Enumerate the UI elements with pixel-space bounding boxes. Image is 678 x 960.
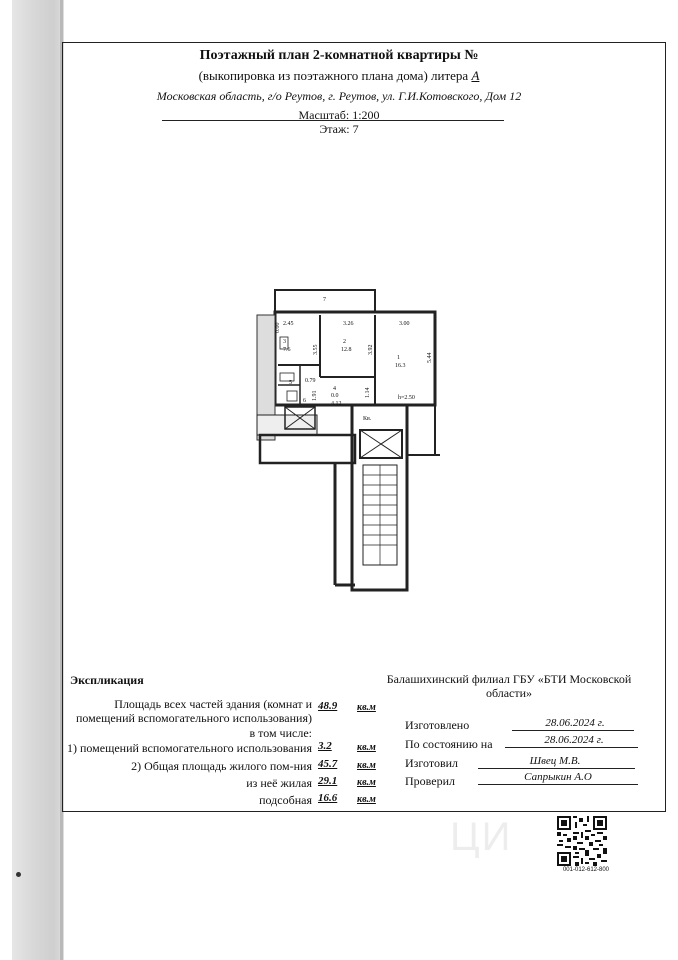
punch-dot — [16, 872, 21, 877]
utility-area-unit: кв.м — [357, 794, 376, 805]
explication-label: подсобная — [259, 793, 312, 807]
subtitle-prefix: (выкопировка из поэтажного плана дома) литера — [198, 68, 472, 83]
dim-5: 3.92 — [368, 344, 374, 355]
auxiliary-area-value: 3.2 — [318, 740, 332, 752]
qr-number: 001-012-612-800 — [562, 867, 610, 873]
floor: Этаж: 7 — [319, 122, 359, 136]
made-value: 28.06.2024 г. — [545, 717, 605, 729]
made-underline — [512, 730, 634, 731]
litera-value: А — [471, 68, 480, 83]
apartment-outline — [275, 312, 435, 405]
room-2-area: 12.8 — [341, 347, 352, 353]
room-2-number: 2 — [343, 339, 346, 345]
explication-label: 1) помещений вспомогательного использования — [66, 741, 312, 755]
prepared-by-value: Швец М.В. — [529, 755, 581, 767]
room-4-area: 0.0 — [331, 393, 339, 399]
utility-area-value: 16.6 — [318, 792, 338, 804]
corridor-label: 7 — [323, 297, 326, 303]
dim-12: Кв. — [363, 416, 372, 422]
qr-code — [557, 816, 607, 866]
dim-3: 3.00 — [399, 321, 410, 327]
explication-title: Экспликация — [70, 673, 144, 687]
address: Московская область, г/о Реутов, г. Реутов, ул. Г.И.Котовского, Дом 12 — [156, 89, 522, 103]
dim-10: 1.14 — [365, 387, 371, 398]
room-4-number: 4 — [333, 386, 336, 392]
as-of-value: 28.06.2024 г. — [544, 734, 604, 746]
dim-2: 3.26 — [343, 321, 354, 327]
dim-0: 0.00 — [275, 322, 281, 333]
checked-by-label: Проверил — [405, 774, 455, 788]
made-label: Изготовлено — [405, 718, 470, 732]
prepared-by-label: Изготовил — [405, 756, 459, 770]
auxiliary-area-unit: кв.м — [357, 742, 376, 753]
binding-shadow — [12, 0, 64, 960]
document-subtitle — [0, 68, 678, 84]
room-1-area: 16.3 — [395, 363, 406, 369]
total-area-unit: кв.м — [357, 702, 376, 713]
explication-label: 2) Общая площадь жилого пом-ния — [131, 759, 312, 773]
explication-label: из неё жилая — [246, 776, 312, 790]
room-5-number: 5 — [289, 380, 292, 386]
document-title: Поэтажный план 2-комнатной квартиры № — [199, 48, 479, 63]
checked-by-value: Сапрыкин А.О — [524, 771, 592, 783]
room-3-area: 7.6 — [283, 347, 291, 353]
dim-6: 5.44 — [427, 352, 433, 363]
explication-label: в том числе: — [249, 726, 312, 740]
as-of-underline — [505, 747, 638, 748]
scan-binding-strip — [0, 0, 62, 960]
dim-8: 1.91 — [312, 390, 318, 401]
organization: Балашихинский филиал ГБУ «БТИ Московской области» — [386, 672, 632, 700]
living-total-value: 45.7 — [318, 758, 338, 770]
living-total-unit: кв.м — [357, 760, 376, 771]
floor-plan — [245, 285, 445, 595]
room-1-number: 1 — [397, 355, 400, 361]
watermark: ЦИ — [450, 815, 513, 859]
dim-1: 2.45 — [283, 321, 294, 327]
explication-label: Площадь всех частей здания (комнат и помещений вспомогательного использования) — [75, 697, 312, 725]
dim-4: 3.55 — [313, 344, 319, 355]
scale: Масштаб: 1:200 — [298, 108, 380, 122]
prepared-by-underline — [478, 768, 635, 769]
dim-7: 0.79 — [305, 378, 316, 384]
dim-9: 4.12 — [331, 401, 342, 407]
room-3-number: 3 — [283, 339, 286, 345]
as-of-label: По состоянию на — [405, 737, 493, 751]
living-area-value: 29.1 — [318, 775, 338, 787]
total-area-value: 48.9 — [318, 700, 338, 712]
room-6-number: 6 — [303, 398, 306, 404]
living-area-unit: кв.м — [357, 777, 376, 788]
dim-11: h=2.50 — [398, 395, 415, 401]
checked-by-underline — [478, 784, 638, 785]
